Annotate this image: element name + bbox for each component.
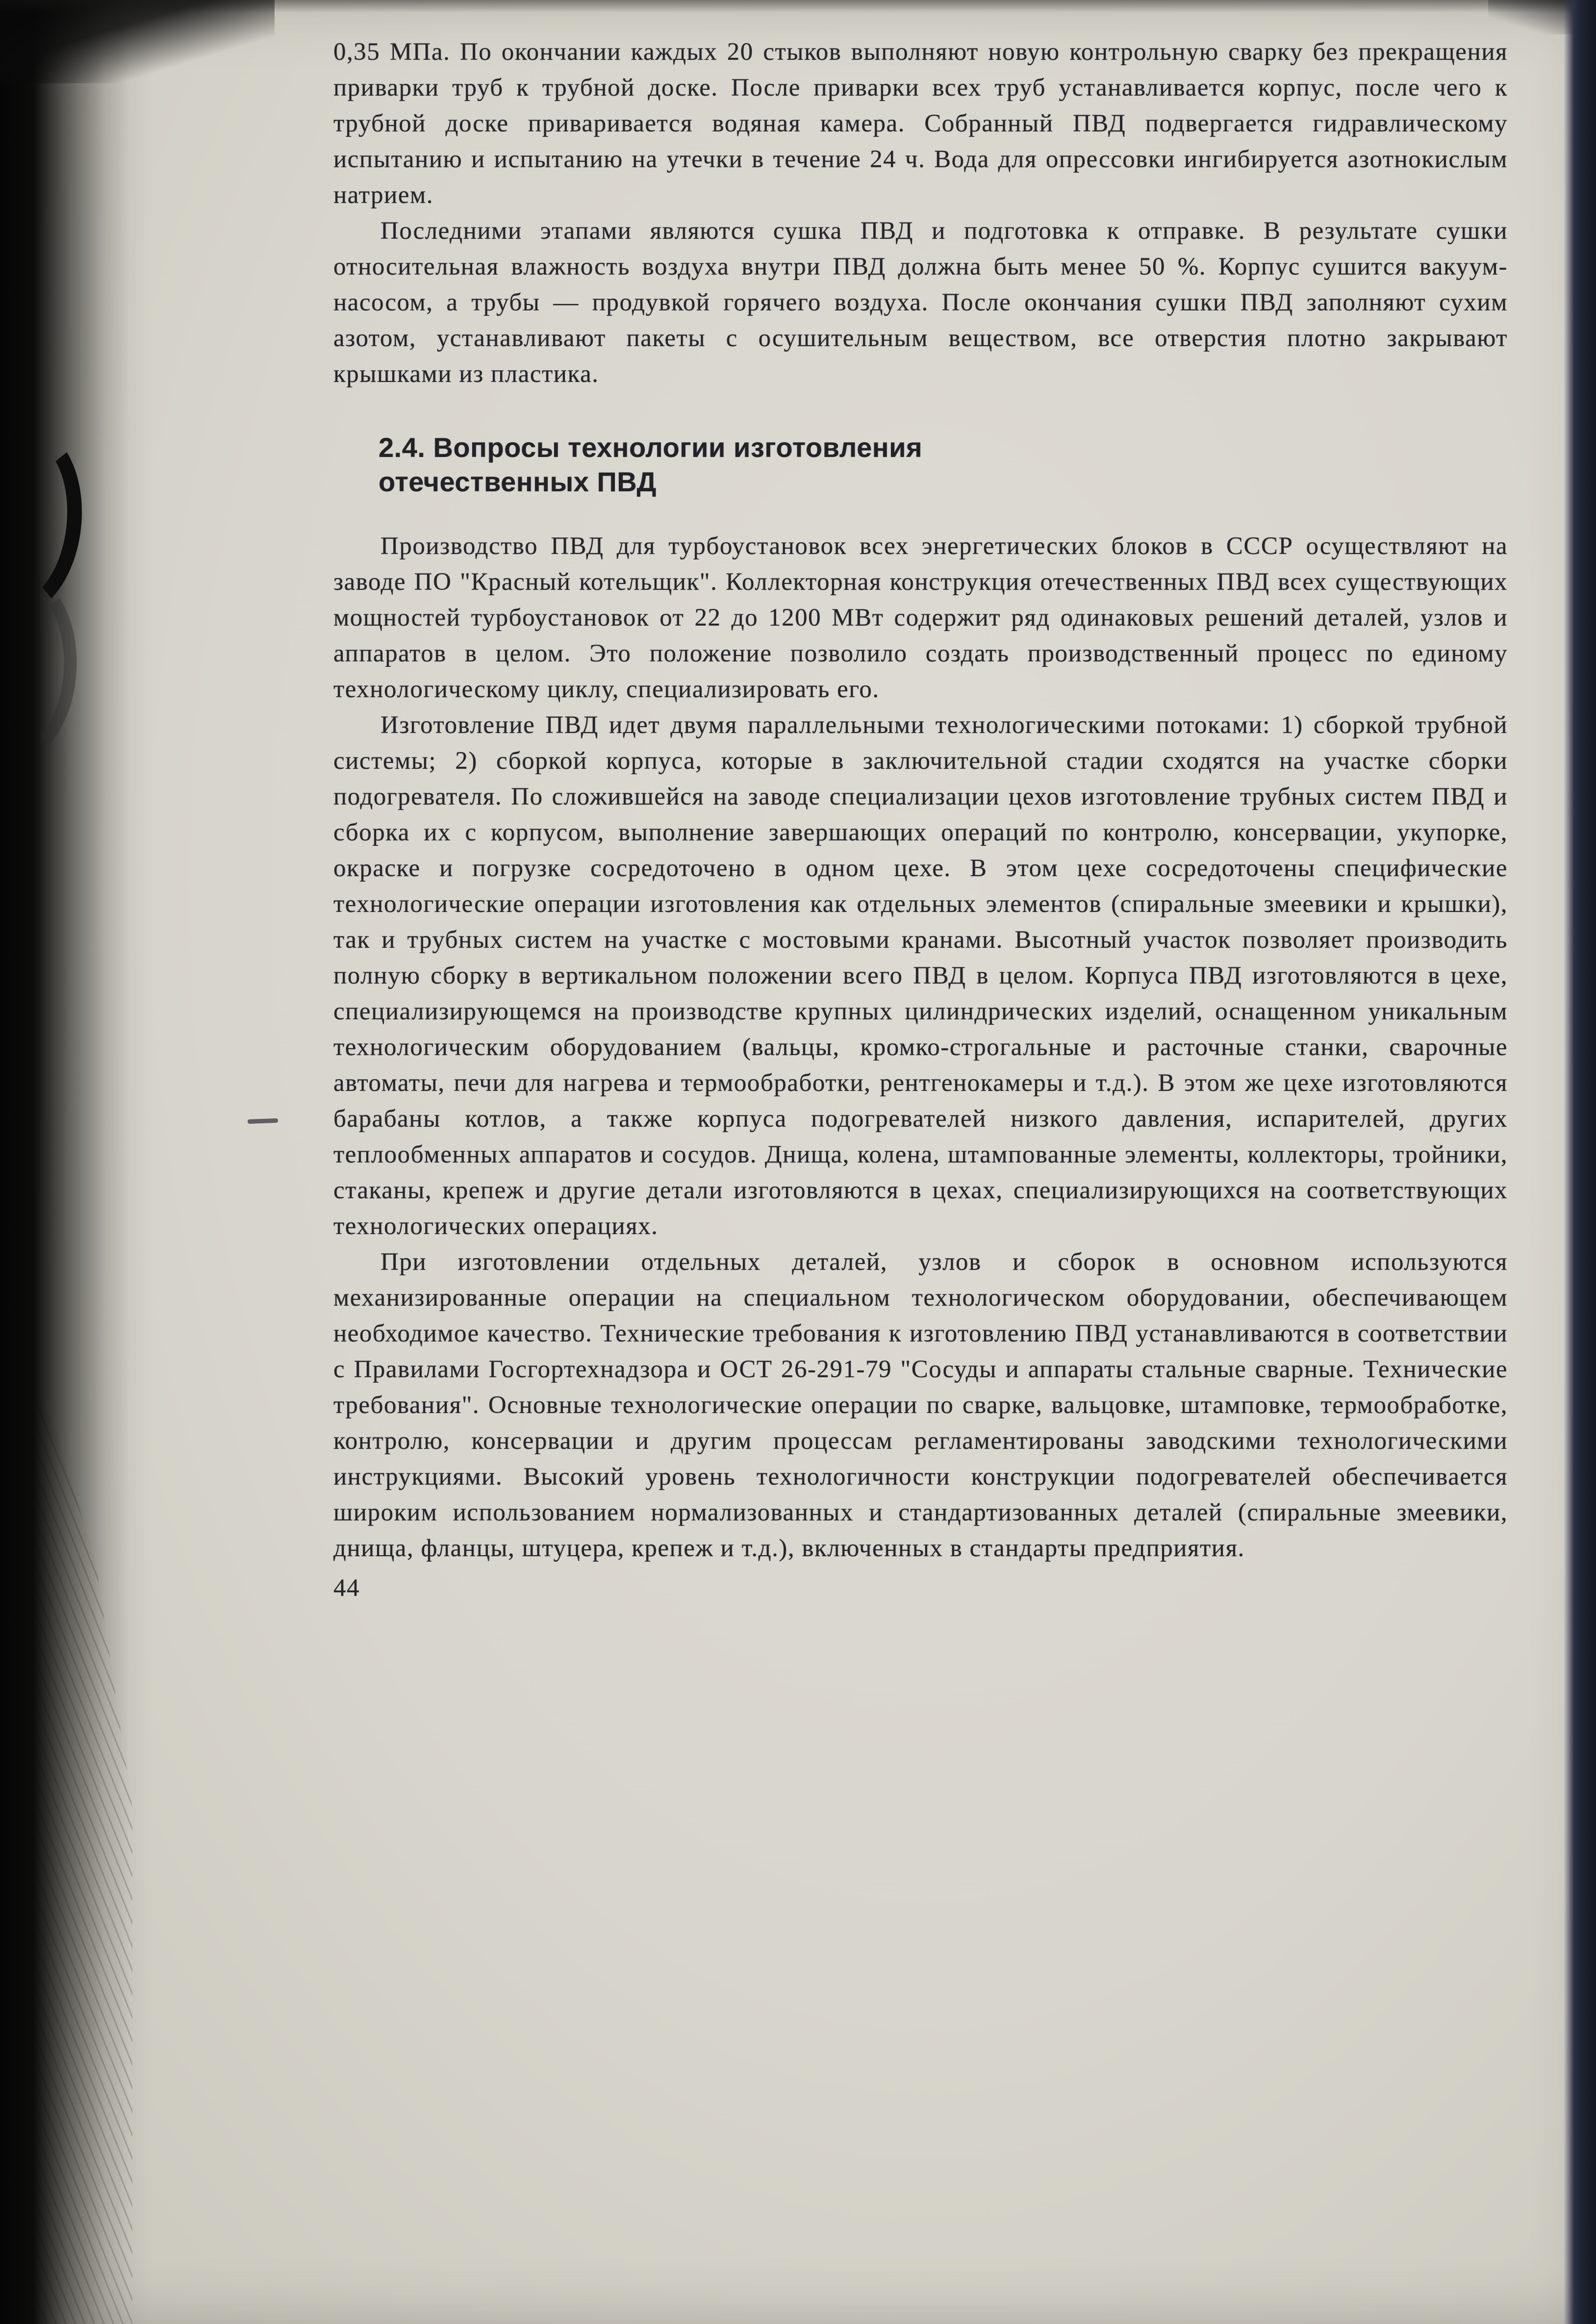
paragraph-drying-shipping: Последними этапами являются сушка ПВД и подготовка к отправке. В результате сушки относительная влажность воздуха внутри ПВД должна быть менее 50 %. Корпус сушится вакуум-насосом, а трубы — продувкой горячего воздуха. После окончания сушки ПВД заполняют сухим азотом, устанавливают пакеты с осушительным веществом, все отверстия плотно закрывают крышками из пластика. [333, 217, 1508, 388]
section-heading [379, 430, 1508, 499]
page-number: 44 [333, 1574, 360, 1602]
section-heading-line-2: отечественных ПВД [379, 466, 657, 497]
section-heading-line-1: 2.4. Вопросы технологии изготовления [379, 432, 923, 463]
paragraph-production-plant: Производство ПВД для турбоустановок всех энергетических блоков в СССР осуществляют на заводе ПО "Красный котельщик". Коллекторная конструкция отечественных ПВД всех существующих мощностей турбоустановок от 22 до 1200 МВт содержит ряд одинаковых решений деталей, узлов и аппаратов в целом. Это положение позволило создать производственный процесс по единому технологическому циклу, специализировать его. [333, 532, 1508, 703]
text-block [333, 34, 1508, 1606]
paragraph-production-flows: Изготовление ПВД идет двумя параллельными технологическими потоками: 1) сборкой трубной системы; 2) сборкой корпуса, которые в заключительной стадии сходятся на участке сборки подогревателя. По сложившейся на заводе специализации цехов изготовление трубных систем ПВД и сборка их с корпусом, выполнение завершающих операций по контролю, консервации, укупорке, окраске и погрузке сосредоточено в одном цехе. В этом цехе сосредоточены специфические технологические операции изготовления как отдельных элементов (спиральные змеевики и крышки), так и трубных систем на участке с мостовыми кранами. Высотный участок позволяет производить полную сборку в вертикальном положении всего ПВД в целом. Корпуса ПВД изготовляются в цехе, специализирующемся на производстве крупных цилиндрических изделий, оснащенном уникальным технологическим оборудованием (вальцы, кромко-строгальные и расточные станки, сварочные автоматы, печи для нагрева и термообработки, рентгенокамеры и т.д.). В этом же цехе изготовляются барабаны котлов, а также корпуса подогревателей низкого давления, испарителей, других теплообменных аппаратов и сосудов. Днища, колена, штампованные элементы, коллекторы, тройники, стаканы, крепеж и другие детали изготовляются в цехах, специализирующихся на соответствующих технологических операциях. [333, 711, 1508, 1240]
paragraph-mechanized-operations: При изготовлении отдельных деталей, узлов и сборок в основном используются механизированные операции на специальном технологическом оборудовании, обеспечивающем необходимое качество. Технические требования к изготовлению ПВД устанавливаются в соответствии с Правилами Госгортехнадзора и ОСТ 26-291-79 "Сосуды и аппараты стальные сварные. Технические требования". Основные технологические операции по сварке, вальцовке, штамповке, термообработке, контролю, консервации и другим процессам регламентированы заводскими технологическими инструкциями. Высокий уровень технологичности конструкции подогревателей обеспечивается широким использованием нормализованных и стандартизованных деталей (спиральные змеевики, днища, фланцы, штуцера, крепеж и т.д.), включенных в стандарты предприятия. [333, 1248, 1508, 1562]
paragraph-welding-test: 0,35 МПа. По окончании каждых 20 стыков выполняют новую контрольную сварку без прекращения приварки труб к трубной доске. После приварки всех труб устанавливается корпус, после чего к трубной доске приваривается водяная камера. Собранный ПВД подвергается гидравлическому испытанию и испытанию на утечки в течение 24 ч. Вода для опрессовки ингибируется азотнокислым натрием. [333, 38, 1508, 209]
